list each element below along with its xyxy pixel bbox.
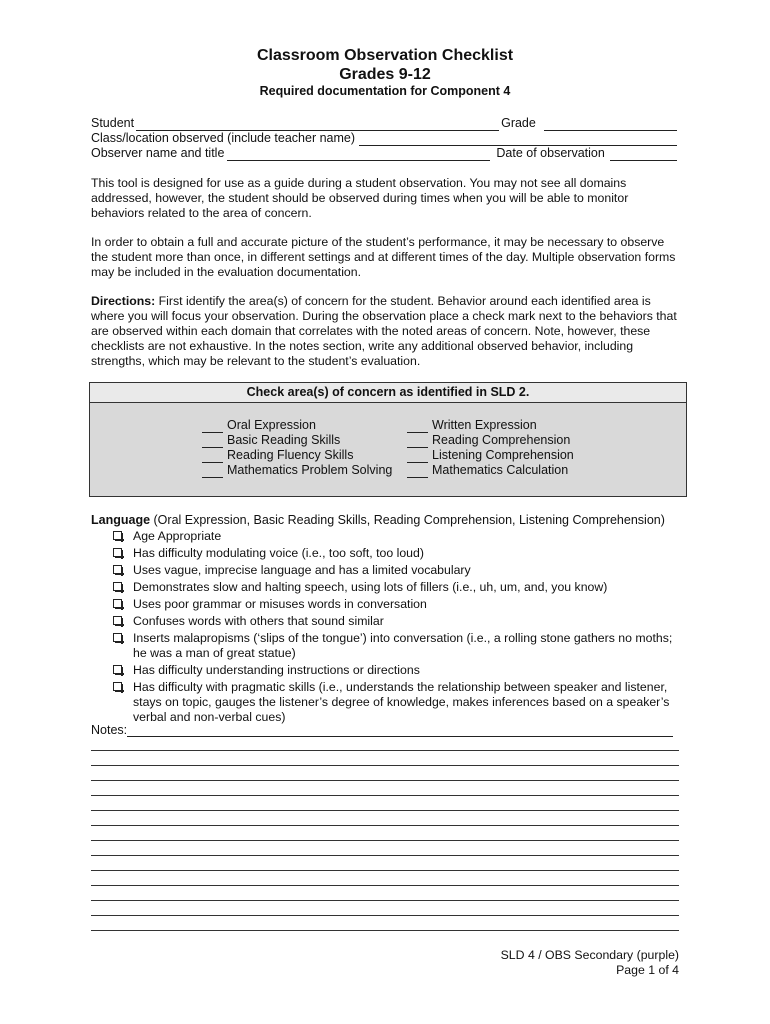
concern-column-left [202, 418, 392, 478]
concern-column-right [407, 418, 574, 478]
directions-paragraph [91, 294, 683, 369]
list-item[interactable] [113, 614, 683, 629]
notes-line[interactable] [91, 810, 679, 811]
checkbox[interactable] [113, 665, 122, 674]
concern-label: Listening Comprehension [432, 448, 574, 462]
list-item[interactable] [113, 546, 683, 561]
observer-date-row [91, 146, 679, 161]
notes-row [91, 722, 679, 737]
date-label: Date of observation [496, 146, 605, 160]
concern-checkbox-blank[interactable] [202, 466, 223, 478]
list-item[interactable] [113, 597, 683, 612]
notes-line[interactable] [91, 840, 679, 841]
notes-line[interactable] [91, 765, 679, 766]
observer-field[interactable] [227, 148, 490, 161]
list-item[interactable] [113, 563, 683, 578]
class-location-field[interactable] [359, 133, 677, 146]
concern-areas-box [89, 382, 687, 497]
concern-item[interactable] [202, 418, 392, 433]
form-id-footer: SLD 4 / OBS Secondary (purple) [500, 948, 679, 962]
list-item[interactable] [113, 631, 683, 661]
title-line-2: Grades 9-12 [339, 66, 431, 83]
concern-item[interactable] [407, 463, 574, 478]
list-item[interactable] [113, 580, 683, 595]
class-location-label: Class/location observed (include teacher name) [91, 131, 356, 145]
class-location-row [91, 131, 679, 146]
notes-label: Notes: [91, 723, 128, 737]
list-item[interactable] [113, 529, 683, 544]
concern-label: Mathematics Calculation [432, 463, 569, 477]
concern-checkbox-blank[interactable] [202, 421, 223, 433]
checkbox[interactable] [113, 565, 122, 574]
student-grade-row [91, 116, 679, 131]
language-checklist [113, 529, 683, 727]
notes-line[interactable] [91, 930, 679, 931]
concern-checkbox-blank[interactable] [407, 466, 428, 478]
notes-line[interactable] [91, 885, 679, 886]
list-item[interactable] [113, 680, 683, 725]
intro-paragraph-1: This tool is designed for use as a guide during a student observation. You may not see all domains addressed, however, the student should be observed during times when you will be able to monitor behaviors related to the area of concern. [91, 176, 629, 220]
concern-label: Oral Expression [227, 418, 316, 432]
checkbox[interactable] [113, 599, 122, 608]
checkbox[interactable] [113, 548, 122, 557]
notes-line[interactable] [91, 915, 679, 916]
directions-text: First identify the area(s) of concern for the student. Behavior around each identified area is where you will focus your observation. During the observation place a check mark next to the behaviors that are observed within each domain that correlates with the noted areas of concern. Note, however, these checklists are not exhaustive. In the notes section, write any additional observed behavior, including strengths, which may be relevant to the student’s evaluation. [91, 294, 677, 368]
list-item[interactable] [113, 663, 683, 678]
concern-item[interactable] [202, 433, 392, 448]
checkbox[interactable] [113, 531, 122, 540]
concern-checkbox-blank[interactable] [202, 436, 223, 448]
checklist-item-text: Demonstrates slow and halting speech, using lots of fillers (i.e., uh, um, and, you know) [133, 580, 608, 594]
concern-label: Reading Fluency Skills [227, 448, 354, 462]
date-field[interactable] [610, 148, 677, 161]
notes-line[interactable] [91, 750, 679, 751]
concern-item[interactable] [202, 463, 392, 478]
concern-label: Basic Reading Skills [227, 433, 341, 447]
notes-line[interactable] [91, 855, 679, 856]
checklist-item-text: Confuses words with others that sound similar [133, 614, 384, 628]
checkbox[interactable] [113, 682, 122, 691]
page-subtitle: Required documentation for Component 4 [259, 84, 511, 98]
checkbox[interactable] [113, 633, 122, 642]
grade-field[interactable] [544, 118, 677, 131]
concern-checkbox-blank[interactable] [407, 451, 428, 463]
concern-label: Reading Comprehension [432, 433, 571, 447]
concern-checkbox-blank[interactable] [202, 451, 223, 463]
concern-checkbox-blank[interactable] [407, 421, 428, 433]
concern-item[interactable] [407, 433, 574, 448]
checklist-item-text: Has difficulty understanding instructions or directions [133, 663, 420, 677]
checklist-item-text: Uses vague, imprecise language and has a limited vocabulary [133, 563, 471, 577]
checklist-item-text: Uses poor grammar or misuses words in conversation [133, 597, 427, 611]
notes-line[interactable] [91, 900, 679, 901]
title-line-1: Classroom Observation Checklist [256, 47, 514, 64]
student-field[interactable] [136, 118, 499, 131]
page-number: Page 1 of 4 [616, 963, 679, 977]
notes-line[interactable] [91, 795, 679, 796]
notes-first-line[interactable] [127, 724, 673, 737]
concern-item[interactable] [202, 448, 392, 463]
concern-box-heading: Check area(s) of concern as identified in SLD 2. [90, 383, 686, 403]
concern-label: Mathematics Problem Solving [227, 463, 393, 477]
page-title [0, 46, 770, 84]
directions-label: Directions: [91, 294, 156, 308]
language-section-heading [91, 513, 665, 528]
student-label: Student [91, 116, 135, 130]
checklist-item-text: Age Appropriate [133, 529, 222, 543]
notes-line[interactable] [91, 825, 679, 826]
observer-label: Observer name and title [91, 146, 225, 160]
concern-item[interactable] [407, 418, 574, 433]
language-label: Language [91, 513, 151, 527]
concern-label: Written Expression [432, 418, 537, 432]
notes-line[interactable] [91, 780, 679, 781]
grade-label: Grade [501, 116, 536, 130]
checkbox[interactable] [113, 582, 122, 591]
language-scope: (Oral Expression, Basic Reading Skills, Reading Comprehension, Listening Comprehension) [150, 513, 665, 527]
checklist-item-text: Has difficulty modulating voice (i.e., too soft, too loud) [133, 546, 424, 560]
checkbox[interactable] [113, 616, 122, 625]
notes-line[interactable] [91, 870, 679, 871]
concern-checkbox-blank[interactable] [407, 436, 428, 448]
concern-item[interactable] [407, 448, 574, 463]
intro-paragraph-2: In order to obtain a full and accurate picture of the student’s performance, it may be necessary to observe the student more than once, in different settings and at different times of the day. Multiple observation forms may be included in the evaluation documentation. [91, 235, 676, 279]
checklist-item-text: Has difficulty with pragmatic skills (i.e., understands the relationship between speaker and listener, stays on topic, gauges the listener’s degree of knowledge, makes inferences based on a speaker’s verbal and non-verbal cues) [133, 680, 670, 724]
checklist-item-text: Inserts malapropisms (‘slips of the tongue’) into conversation (i.e., a rolling stone gathers no moths; he was a man of great statue) [133, 631, 673, 660]
